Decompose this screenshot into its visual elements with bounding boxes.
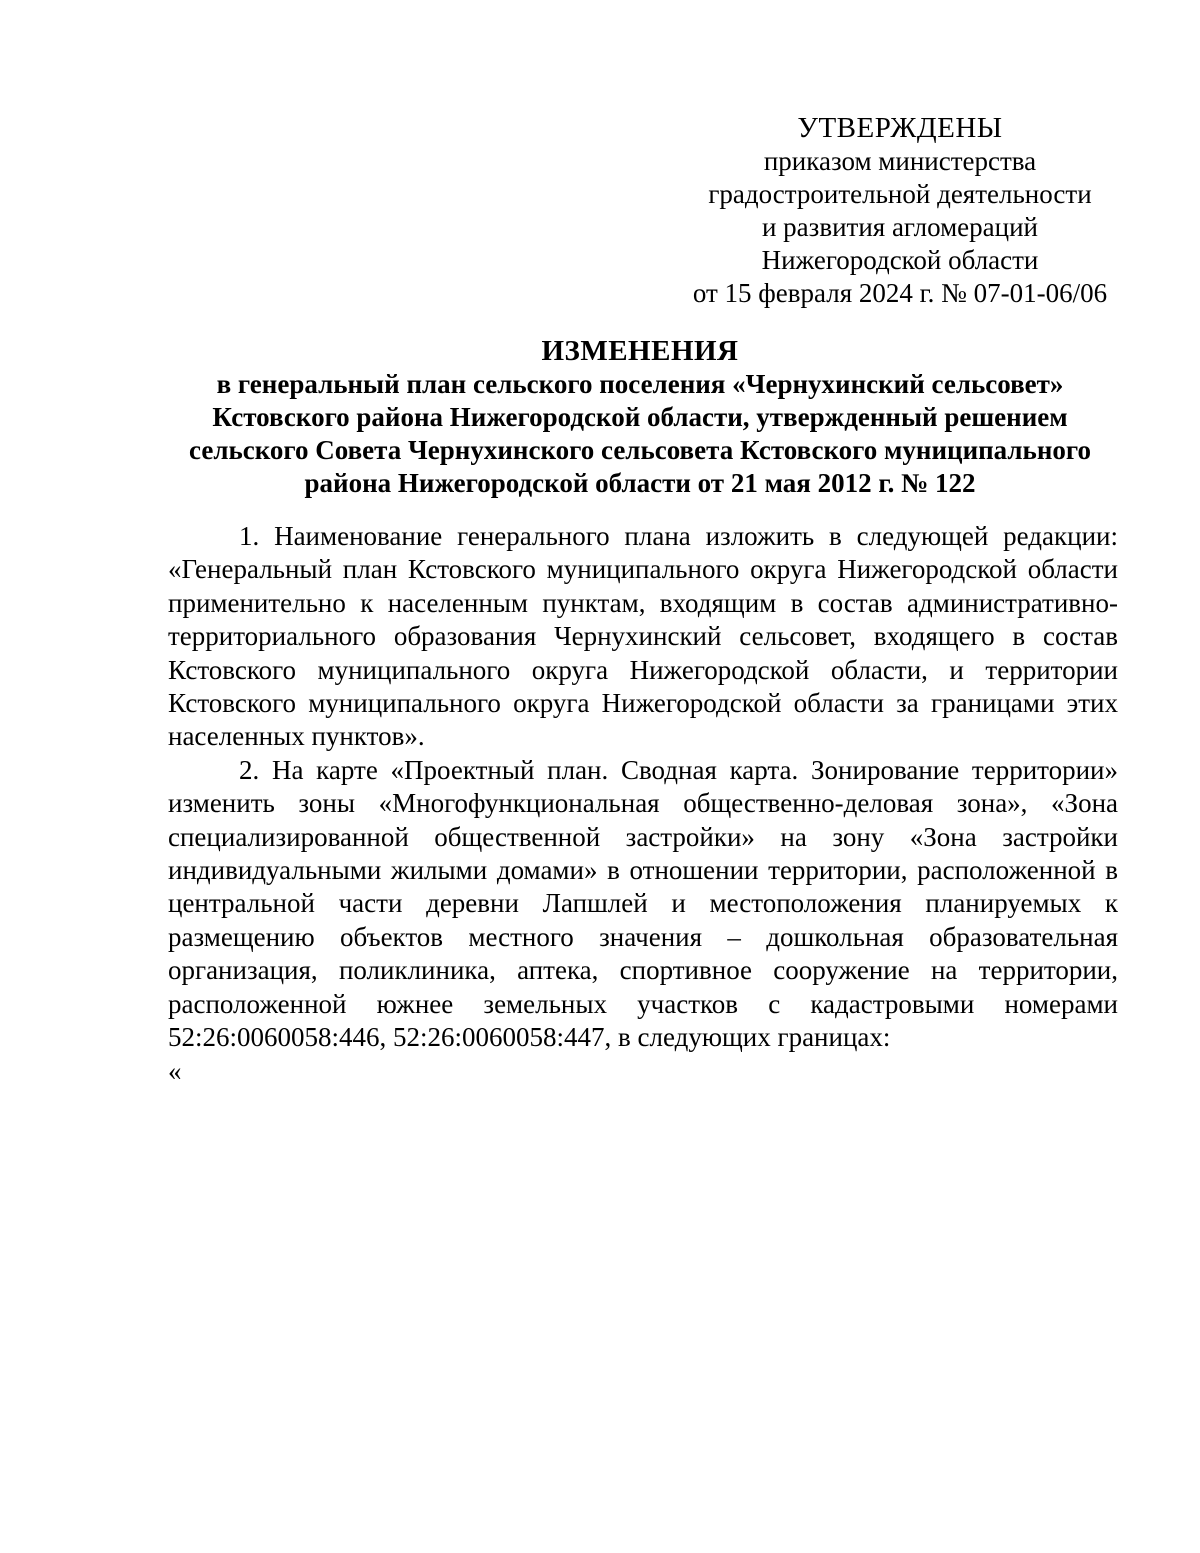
approval-line: приказом министерства: [763, 146, 1037, 176]
approval-line: градостроительной деятельности: [708, 179, 1092, 209]
document-heading: [140, 335, 1140, 500]
paragraph-item-1: 1. Наименование генерального плана изложить в следующей редакции: «Генеральный план Кстовского муниципального округа Нижегородской области применительно к населенным пунктам, входящим в состав административно-территориального образования Чернухинский сельсовет, входящего в состав Кстовского муниципального округа Нижегородской области, и территории Кстовского муниципального округа Нижегородской области за границами этих населенных пунктов».: [168, 521, 1118, 752]
approval-line: Нижегородской области: [761, 245, 1039, 275]
document-body: [168, 520, 1118, 1088]
heading-title: ИЗМЕНЕНИЯ: [541, 335, 739, 367]
heading-line: сельского Совета Чернухинского сельсовета Кстовского муниципального: [189, 435, 1091, 465]
heading-line: района Нижегородской области от 21 мая 2012 г. № 122: [304, 468, 976, 498]
trailing-quote-mark: «: [168, 1055, 182, 1086]
approval-block: [650, 112, 1150, 310]
paragraph-item-2: 2. На карте «Проектный план. Сводная карта. Зонирование территории» изменить зоны «Многофункциональная общественно-деловая зона», «Зона специализированной общественной застройки» на зону «Зона застройки индивидуальными жилыми домами» в отношении территории, расположенной в центральной части деревни Лапшлей и местоположения планируемых к размещению объектов местного значения – дошкольная образовательная организация, поликлиника, аптека, спортивное сооружение на территории, расположенной южнее земельных участков с кадастровыми номерами 52:26:0060058:446, 52:26:0060058:447, в следующих границах:: [168, 754, 1118, 1053]
approval-title: УТВЕРЖДЕНЫ: [797, 112, 1003, 144]
heading-line: Кстовского района Нижегородской области, утвержденный решением: [212, 402, 1068, 432]
heading-line: в генеральный план сельского поселения «Чернухинский сельсовет»: [216, 369, 1064, 399]
approval-order-reference: от 15 февраля 2024 г. № 07-01-06/06: [692, 278, 1108, 308]
approval-line: и развития агломераций: [761, 212, 1038, 242]
